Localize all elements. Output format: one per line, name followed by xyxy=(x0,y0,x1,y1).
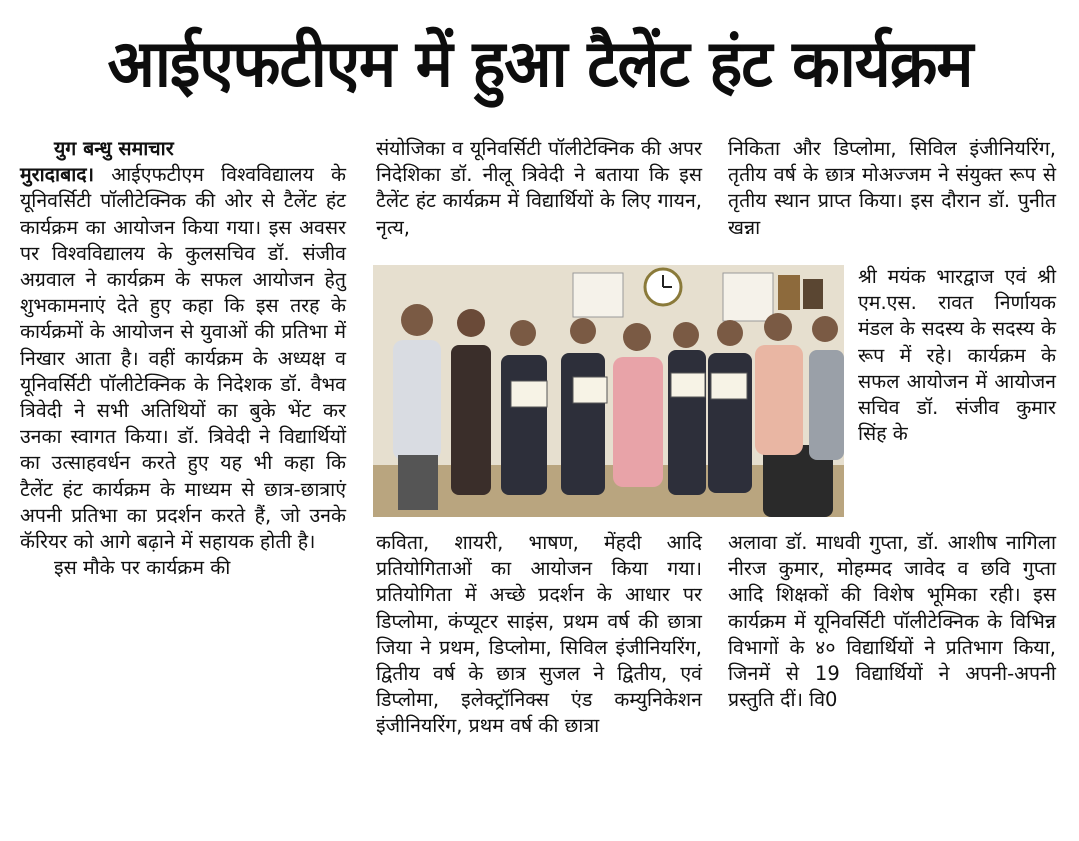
column-2-bottom: कविता, शायरी, भाषण, मेंहदी आदि प्रतियोगिताओं का आयोजन किया गया। प्रतियोगिता में अच्छे प्रदर्शन के आधार पर डिप्लोमा, कंप्यूटर साइंस, प्रथम वर्ष की छात्रा जिया ने प्रथम, डिप्लोमा, सिविल इंजीनियरिंग, द्वितीय वर्ष के छात्र सुजल ने द्वितीय, एवं डिप्लोमा, इलेक्ट्रॉनिक्स एंड कम्युनिकेशन इंजीनियरिंग, प्रथम वर्ष की छात्रा xyxy=(376,531,702,738)
news-photo xyxy=(373,265,844,517)
column-3-bottom: अलावा डॉ. माधवी गुप्ता, डॉ. आशीष नागिला नीरज कुमार, मोहम्मद जावेद व छवि गुप्ता आदि शिक्षकों की विशेष भूमिका रही। इस कार्यक्रम में यूनिवर्सिटी पॉलीटेक्निक के विभिन्न विभागों के ४० विद्यार्थियों ने प्रतिभाग किया, जिनमें से 19 विद्यार्थियों ने अपनी-अपनी प्रस्तुति दीं। वि0 xyxy=(728,531,1056,712)
column-1-text: आईएफटीएम विश्वविद्यालय के यूनिवर्सिटी पॉलीटेक्निक की ओर से टैलेंट हंट कार्यक्रम का आयोजन किया गया। इस अवसर पर विश्वविद्यालय के कुलसचिव डॉ. संजीव अग्रवाल ने कार्यक्रम के सफल आयोजन हेतु शुभकामनाएं देते हुए कहा कि इस तरह के कार्यक्रमों के आयोजन से युवाओं की प्रतिभा में निखार आता है। वहीं कार्यक्रम के अध्यक्ष व यूनिवर्सिटी पॉलीटेक्निक के निदेशक डॉ. वैभव त्रिवेदी ने सभी अतिथियों का बुके भेंट कर उनका स्वागत किया। डॉ. त्रिवेदी ने विद्यार्थियों का उत्साहवर्धन करते हुए यह भी कहा कि टैलेंट हंट कार्यक्रम के माध्यम से छात्र-छात्राएं अपनी प्रतिभा का प्रदर्शन करते हैं, जो उनके कॅरियर को आगे बढ़ाने में सहायक होती है। xyxy=(20,163,346,554)
column-2-top: संयोजिका व यूनिवर्सिटी पॉलीटेक्निक की अपर निदेशिका डॉ. नीलू त्रिवेदी ने बताया कि इस टैलेंट हंट कार्यक्रम में विद्यार्थियों के लिए गायन, नृत्य, xyxy=(376,137,702,239)
column-1 xyxy=(20,136,346,581)
byline: युग बन्धु समाचार xyxy=(54,137,174,160)
column-1-last-line: इस मौके पर कार्यक्रम की xyxy=(54,556,231,580)
dateline: मुरादाबाद। xyxy=(20,163,95,187)
group-photo-illustration xyxy=(373,265,844,517)
column-3-side: श्री मयंक भारद्वाज एवं श्री एम.एस. रावत निर्णायक मंडल के सदस्य के सदस्य के रूप में रहे। कार्यक्रम के सफल आयोजन में आयोजन सचिव डॉ. संजीव कुमार सिंह के xyxy=(858,265,1056,446)
column-1-body xyxy=(20,162,346,555)
column-3-top: निकिता और डिप्लोमा, सिविल इंजीनियरिंग, तृतीय वर्ष के छात्र मोअज्जम ने संयुक्त रूप से तृतीय स्थान प्राप्त किया। इस दौरान डॉ. पुनीत खन्ना xyxy=(728,137,1056,239)
headline: आईएफटीएम में हुआ टैलेंट हंट कार्यक्रम xyxy=(107,25,973,102)
